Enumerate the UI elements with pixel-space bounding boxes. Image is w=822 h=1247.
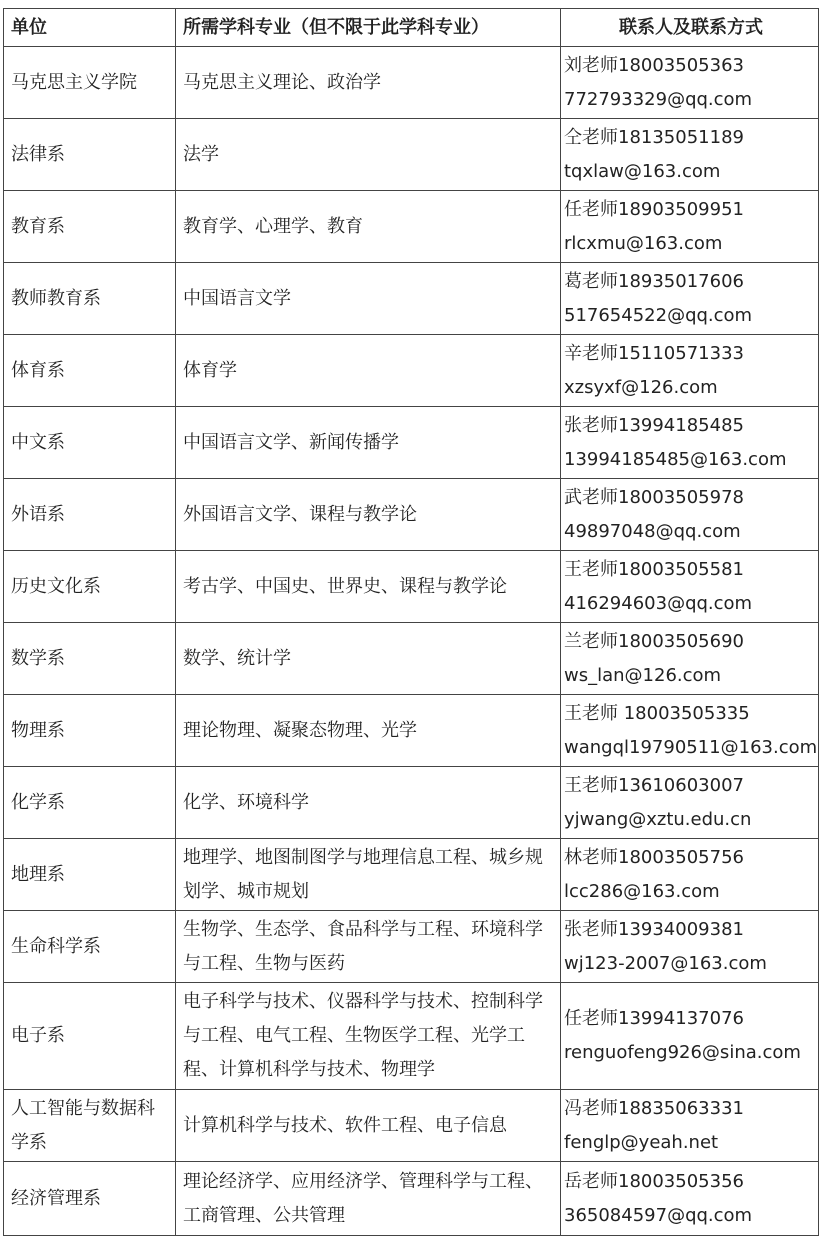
contact-email: wangql19790511@163.com — [564, 736, 818, 758]
header-contact: 联系人及联系方式 — [561, 9, 819, 47]
contact-name: 任老师18903509951 — [564, 198, 744, 220]
table-row — [4, 695, 819, 767]
majors-cell: 外国语言文学、课程与教学论 — [176, 479, 561, 551]
unit-cell: 外语系 — [4, 479, 176, 551]
contact-cell — [561, 1162, 819, 1236]
contact-cell — [561, 551, 819, 623]
contact-email: 416294603@qq.com — [564, 592, 753, 614]
unit-cell: 教育系 — [4, 191, 176, 263]
majors-cell: 生物学、生态学、食品科学与工程、环境科学与工程、生物与医药 — [176, 911, 561, 983]
unit-cell: 中文系 — [4, 407, 176, 479]
header-unit: 单位 — [4, 9, 176, 47]
unit-cell: 化学系 — [4, 767, 176, 839]
table-row — [4, 1162, 819, 1236]
table-row — [4, 263, 819, 335]
contact-name: 仝老师18135051189 — [564, 126, 744, 148]
unit-cell: 经济管理系 — [4, 1162, 176, 1236]
table-row — [4, 407, 819, 479]
unit-cell: 马克思主义学院 — [4, 47, 176, 119]
header-row — [4, 9, 819, 47]
contact-cell — [561, 983, 819, 1090]
table-row — [4, 623, 819, 695]
majors-cell: 马克思主义理论、政治学 — [176, 47, 561, 119]
table-row — [4, 119, 819, 191]
unit-cell: 电子系 — [4, 983, 176, 1090]
majors-cell: 考古学、中国史、世界史、课程与教学论 — [176, 551, 561, 623]
contact-cell — [561, 1090, 819, 1162]
contact-cell — [561, 623, 819, 695]
majors-cell: 地理学、地图制图学与地理信息工程、城乡规划学、城市规划 — [176, 839, 561, 911]
contact-email: ws_lan@126.com — [564, 664, 722, 686]
contact-email: wj123-2007@163.com — [564, 952, 767, 974]
majors-cell: 计算机科学与技术、软件工程、电子信息 — [176, 1090, 561, 1162]
contact-name: 武老师18003505978 — [564, 486, 744, 508]
table-row — [4, 983, 819, 1090]
contact-email: 772793329@qq.com — [564, 88, 753, 110]
header-majors: 所需学科专业（但不限于此学科专业） — [176, 9, 561, 47]
contact-email: renguofeng926@sina.com — [564, 1042, 801, 1063]
contact-cell — [561, 47, 819, 119]
majors-cell: 电子科学与技术、仪器科学与技术、控制科学与工程、电气工程、生物医学工程、光学工程、计算机科学与技术、物理学 — [176, 983, 561, 1090]
contact-cell — [561, 335, 819, 407]
contact-name: 辛老师15110571333 — [564, 342, 744, 364]
contact-email: 365084597@qq.com — [564, 1204, 753, 1226]
contact-email: yjwang@xztu.edu.cn — [564, 808, 752, 830]
contact-cell — [561, 191, 819, 263]
majors-cell: 体育学 — [176, 335, 561, 407]
majors-cell: 中国语言文学、新闻传播学 — [176, 407, 561, 479]
contact-cell — [561, 119, 819, 191]
table-row — [4, 767, 819, 839]
majors-cell: 数学、统计学 — [176, 623, 561, 695]
contact-email: rlcxmu@163.com — [564, 232, 723, 254]
table-row — [4, 911, 819, 983]
unit-cell: 教师教育系 — [4, 263, 176, 335]
contact-name: 王老师13610603007 — [564, 774, 744, 796]
contact-email: 49897048@qq.com — [564, 520, 741, 542]
majors-cell: 法学 — [176, 119, 561, 191]
unit-cell: 生命科学系 — [4, 911, 176, 983]
contact-email: fenglp@yeah.net — [564, 1131, 719, 1153]
unit-cell: 历史文化系 — [4, 551, 176, 623]
majors-cell: 理论物理、凝聚态物理、光学 — [176, 695, 561, 767]
contact-name: 刘老师18003505363 — [564, 54, 744, 76]
unit-cell: 人工智能与数据科学系 — [4, 1090, 176, 1162]
table-row — [4, 191, 819, 263]
unit-cell: 体育系 — [4, 335, 176, 407]
contact-name: 王老师 18003505335 — [564, 702, 750, 724]
unit-cell: 法律系 — [4, 119, 176, 191]
contact-name: 冯老师18835063331 — [564, 1097, 744, 1119]
contact-cell — [561, 407, 819, 479]
contact-name: 葛老师18935017606 — [564, 270, 744, 292]
contact-name: 岳老师18003505356 — [564, 1170, 744, 1192]
majors-cell: 教育学、心理学、教育 — [176, 191, 561, 263]
contact-name: 林老师18003505756 — [564, 846, 744, 868]
contact-cell — [561, 695, 819, 767]
table-row — [4, 1090, 819, 1162]
contact-email: tqxlaw@163.com — [564, 160, 721, 182]
contact-email: lcc286@163.com — [564, 880, 720, 902]
majors-cell: 化学、环境科学 — [176, 767, 561, 839]
table-row — [4, 839, 819, 911]
contact-email: 13994185485@163.com — [564, 448, 787, 470]
unit-cell: 地理系 — [4, 839, 176, 911]
contact-cell — [561, 263, 819, 335]
contact-email: xzsyxf@126.com — [564, 376, 718, 398]
table-row — [4, 47, 819, 119]
majors-cell: 理论经济学、应用经济学、管理科学与工程、工商管理、公共管理 — [176, 1162, 561, 1236]
majors-cell: 中国语言文学 — [176, 263, 561, 335]
contact-email: 517654522@qq.com — [564, 304, 753, 326]
unit-cell: 数学系 — [4, 623, 176, 695]
contact-cell — [561, 839, 819, 911]
table-row — [4, 479, 819, 551]
contact-cell — [561, 479, 819, 551]
contact-name: 王老师18003505581 — [564, 558, 744, 580]
contact-name: 张老师13934009381 — [564, 918, 744, 940]
table-row — [4, 551, 819, 623]
table-row — [4, 335, 819, 407]
contact-cell — [561, 911, 819, 983]
contact-name: 张老师13994185485 — [564, 414, 744, 436]
contact-cell — [561, 767, 819, 839]
recruitment-table — [3, 8, 819, 1236]
table-body — [4, 47, 819, 1236]
unit-cell: 物理系 — [4, 695, 176, 767]
contact-name: 任老师13994137076 — [564, 1008, 744, 1029]
contact-name: 兰老师18003505690 — [564, 630, 744, 652]
